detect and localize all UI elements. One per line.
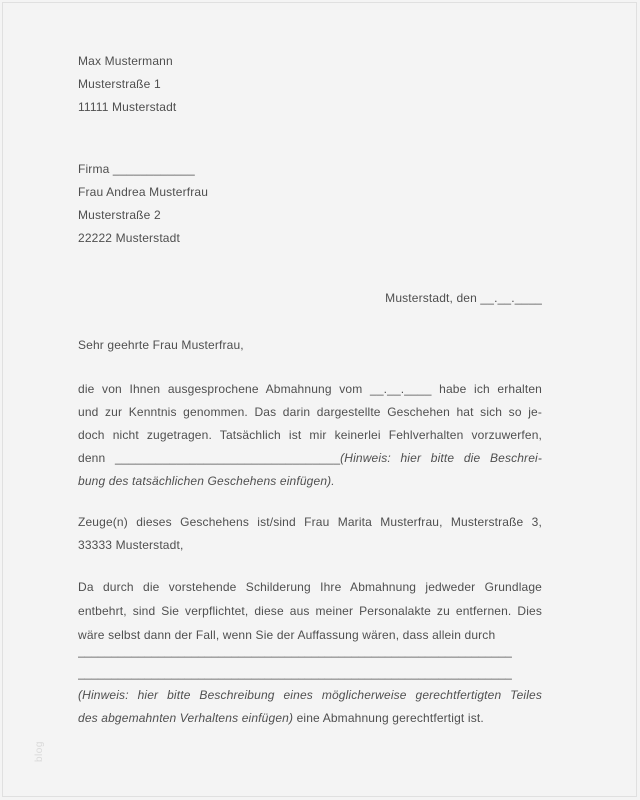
date-line: Musterstadt, den __.__.____ <box>385 291 542 305</box>
fill-in-blanks <box>78 640 542 684</box>
body-paragraph-1 <box>78 378 542 493</box>
recipient-line: Frau Andrea Musterfrau <box>78 185 209 199</box>
body-line: wäre selbst dann der Fall, wenn Sie der Auffassung wären, dass allein durch <box>78 628 496 642</box>
body-paragraph-3-hint <box>78 684 542 730</box>
body-text: denn <box>78 451 106 465</box>
body-line: Zeuge(n) dieses Geschehens ist/sind Frau Marita Musterfrau, Musterstraße 3, <box>78 515 542 529</box>
body-line: doch nicht zugetragen. Tatsächlich ist mir keinerlei Fehlverhalten vorzuwerfen, <box>78 428 542 442</box>
body-line <box>78 707 542 730</box>
body-line: und zur Kenntnis genommen. Das darin dargestellte Geschehen hat sich so je- <box>78 405 542 419</box>
recipient-line: Firma ____________ <box>78 162 195 176</box>
body-line: 33333 Musterstadt, <box>78 538 184 552</box>
hint-text: bung des tatsächlichen Geschehens einfügen). <box>78 474 335 488</box>
blank-underscores: _________________________________________________________________ <box>78 666 512 680</box>
body-paragraph-3 <box>78 575 542 647</box>
recipient-line: 22222 Musterstadt <box>78 231 180 245</box>
hint-text: (Hinweis: hier bitte die Beschrei- <box>340 451 542 465</box>
body-line: entbehrt, sind Sie verpflichtet, diese aus meiner Personalakte zu entfernen. Dies <box>78 604 542 618</box>
recipient-address <box>78 158 542 250</box>
body-line <box>78 447 542 470</box>
body-line: die von Ihnen ausgesprochene Abmahnung vom __.__.____ habe ich erhalten <box>78 382 542 396</box>
hint-text: (Hinweis: hier bitte Beschreibung eines möglicherweise gerechtfertigten Teiles <box>78 688 542 702</box>
hint-text: des abgemahnten Verhaltens einfügen) <box>78 711 294 725</box>
sender-address <box>78 50 542 119</box>
body-text: eine Abmahnung gerechtfertigt ist. <box>296 711 484 725</box>
recipient-line: Musterstraße 2 <box>78 208 161 222</box>
body-paragraph-2 <box>78 511 542 557</box>
watermark: blog <box>34 741 45 762</box>
sender-line: Musterstraße 1 <box>78 77 161 91</box>
body-line: Da durch die vorstehende Schilderung Ihre Abmahnung jedweder Grundlage <box>78 580 542 594</box>
sender-line: 11111 Musterstadt <box>78 100 177 114</box>
blank-underscores: _________________________________________________________________ <box>78 644 512 658</box>
blank-underscores: _________________________________ <box>114 451 341 465</box>
sender-line: Max Mustermann <box>78 54 173 68</box>
salutation: Sehr geehrte Frau Musterfrau, <box>78 338 244 352</box>
